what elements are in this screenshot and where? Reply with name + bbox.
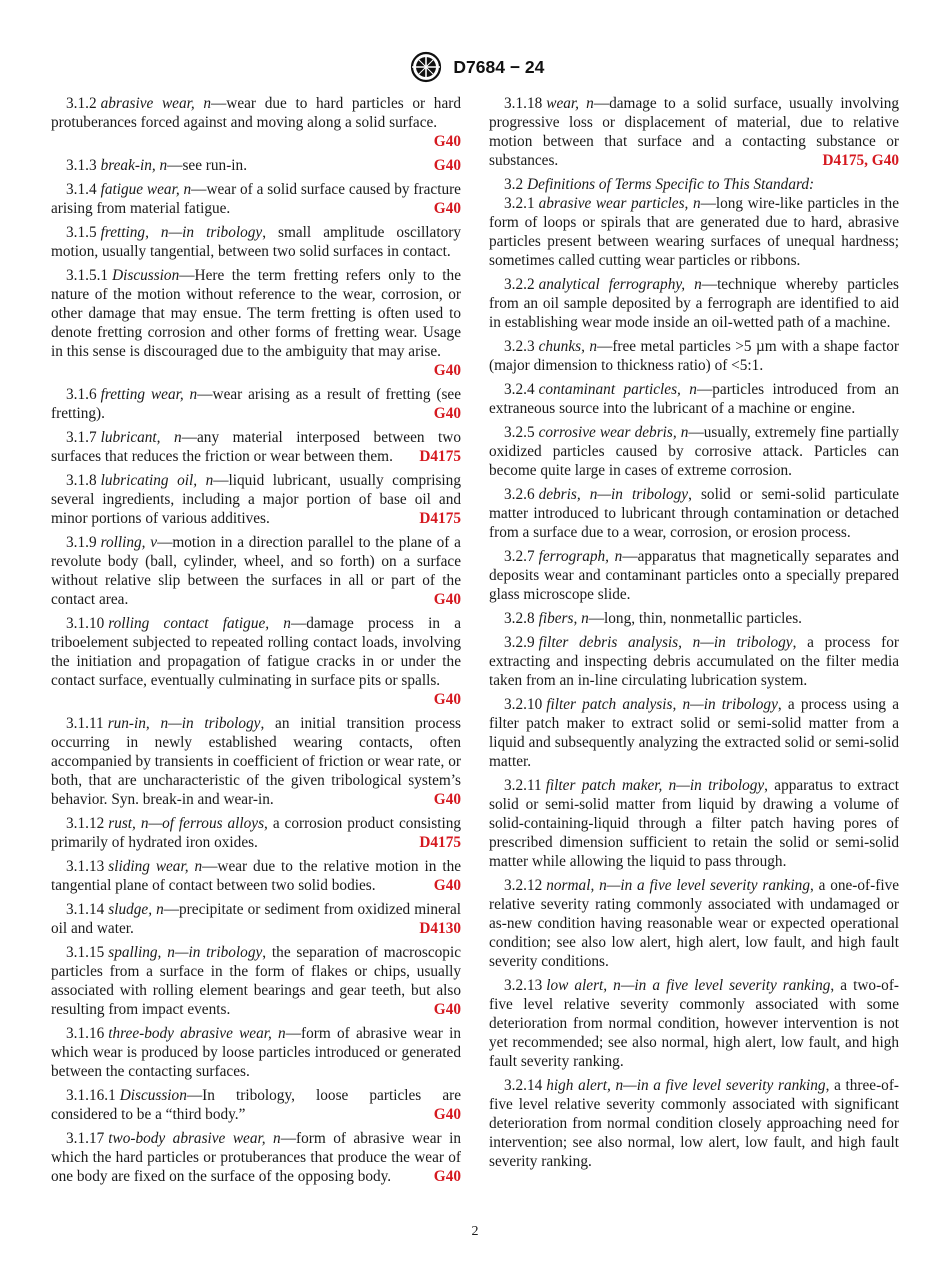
reference-link[interactable]: G40 [433,591,461,608]
definition-term: contaminant particles, n [538,381,697,398]
definition-term: run-in, n—in tribology [107,715,261,732]
definition-term: three-body abrasive wear, n [108,1025,286,1042]
definition-term: sludge, n [108,901,164,918]
definition-entry [51,714,461,809]
definition-number: 3.2.3 [504,338,535,355]
definition-number: 3.1.2 [66,95,97,112]
definition-text: —wear due to hard particles or hard protuberances forced against and moving along a solid surface. [51,95,461,131]
reference-wrap [434,690,461,709]
right-column [489,94,899,1176]
definition-text: —technique whereby particles from an oil sample deposited by a ferrograph are identified to aid in establishing wear mode inside an oil-wetted path of a machine. [489,276,900,331]
definition-term: sliding wear, n [108,858,203,875]
definition-term: filter patch maker, n—in tribology [545,777,765,794]
definition-term: fatigue wear, n [100,181,192,198]
definition-term: debris, n—in tribology [538,486,689,503]
definition-text: —wear of a solid surface caused by fracture arising from material fatigue. [51,181,461,217]
definition-entry [489,94,899,170]
definition-term: rust, n—of ferrous alloys [108,815,265,832]
definition-text: —form of abrasive wear in which wear is produced by loose particles introduced or generated between the contacting surfaces. [51,1025,461,1080]
definition-number: 3.2.6 [504,486,535,503]
definition-text: —motion in a direction parallel to the plane of a revolute body (ball, cylinder, wheel, and so forth) on a surface without relative slip between the surfaces in all or part of the contact area. [51,534,461,608]
definition-entry [51,471,461,528]
definition-number: 3.2.1 [504,195,535,212]
definition-text: —particles introduced from an extraneous source into the lubricant of a machine or engine. [489,381,899,417]
definition-number: 3.1.3 [66,157,97,174]
definition-entry [489,1076,899,1171]
reference-link[interactable]: G40 [433,1001,461,1018]
definition-entry [51,223,461,261]
reference-link[interactable]: G40 [433,133,461,150]
definition-number: 3.1.14 [66,901,105,918]
definition-text: , a three-of-five level relative severity commonly associated with significant deterioration from normal condition closely approaching need for intervention; see also normal, low alert, low fault, and high fault severity ranking. [489,1077,900,1170]
definition-text: , solid or semi-solid particulate matter introduced to lubricant through contamination or detached from a surface due to a wear, corrosion, or erosion process. [489,486,899,541]
definition-entry [51,1024,461,1081]
definition-entry [489,275,899,332]
reference-wrap [434,590,461,609]
definition-number: 3.2.13 [504,977,543,994]
definition-text: —form of abrasive wear in which the hard particles or protuberances that produce the wear of one body are fixed on the surface of the opposing body. [51,1130,461,1185]
definition-number: 3.1.4 [66,181,97,198]
definition-number: 3.1.16 [66,1025,105,1042]
definition-term: fibers, n [538,610,589,627]
definition-number: 3.1.16.1 [66,1087,116,1104]
definition-entry [51,614,461,709]
reference-wrap [434,876,461,895]
left-column [51,94,461,1191]
reference-wrap [434,1000,461,1019]
definition-entry [489,547,899,604]
definition-term: corrosive wear debris, n [538,424,689,441]
definition-entry [51,533,461,609]
document-designation: D7684 − 24 [453,56,545,77]
definition-number: 3.2.5 [504,424,535,441]
definition-term: spalling, n—in tribology [108,944,263,961]
definition-text: , a two-of-five level relative severity commonly associated with some deterioration from normal condition, however intervention is not yet recommended; see also normal, high alert, low fault, and high fault severity ranking. [489,977,900,1070]
definition-text: —any material interposed between two surfaces that reduces the friction or wear between them. [51,429,461,465]
definition-entry [51,156,461,175]
definition-term: break-in, n [100,157,168,174]
reference-link[interactable]: G40 [433,362,461,379]
definition-number: 3.1.7 [66,429,97,446]
definition-entry [489,695,899,771]
definition-entry [489,194,899,270]
reference-wrap [434,132,461,151]
definition-text: —Here the term fretting refers only to the nature of the motion without reference to the wear, corrosion, or other damage that may ensue. The term fretting is often used to denote fretting corrosion and other forms of fretting wear. Usage in this sense is discouraged due to the ambiguity that may arise. [51,267,461,360]
definition-term: lubricant, n [100,429,182,446]
reference-wrap [434,199,461,218]
definition-entry [51,814,461,852]
definition-text: —see run-in. [167,157,248,174]
reference-wrap [434,790,461,809]
reference-link[interactable]: G40 [433,200,461,217]
definition-text: —free metal particles >5 µm with a shape factor (major dimension to thickness ratio) of <5:1. [489,338,899,374]
definition-term: chunks, n [538,338,598,355]
reference-link[interactable]: D4175 [419,510,461,527]
definition-term: abrasive wear particles, n [538,195,701,212]
definition-number: 3.2.2 [504,276,535,293]
definition-number: 3.1.5 [66,224,97,241]
reference-wrap [434,156,461,175]
definition-term: wear, n [546,95,594,112]
definition-number: 3.1.6 [66,386,97,403]
definition-text: , an initial transition process occurring in newly established wearing contacts, often accompanied by transients in coefficient of friction or wear rate, or both, that are uncharacteristic of the given tribological system’s behavior. Syn. break-in and wear-in. [51,715,461,808]
astm-logo-icon [406,50,446,84]
definition-term: filter debris analysis, n—in tribology [538,634,793,651]
definition-entry [51,900,461,938]
page-number: 2 [471,1224,479,1239]
definition-text: —long wire-like particles in the form of loops or spirals that are generated due to hard, abrasive particles present between wearing surfaces of unequal hardness; sometimes called cutting wear particles or ribbons. [489,195,899,269]
reference-link[interactable]: G40 [433,1106,461,1123]
definition-entry [51,1129,461,1186]
definition-text: —damage process in a triboelement subjected to repeated rolling contact loads, involving the initiation and propagation of fatigue cracks in or under the contact surface, eventually culminating in surface pits or spalls. [51,615,461,689]
definition-entry [489,380,899,418]
definition-entry [51,943,461,1019]
reference-wrap [434,1167,461,1186]
definition-text: , the separation of macroscopic particles from a surface in the form of flakes or chips, usually associated with rolling element bearings and gear teeth, but also resulting from impact events. [51,944,461,1018]
reference-wrap [434,404,461,423]
section-number: 3.2 [504,176,524,193]
definition-entry [51,94,461,151]
reference-wrap [434,361,461,380]
definition-text: —precipitate or sediment from oxidized mineral oil and water. [51,901,461,937]
reference-wrap [434,1105,461,1124]
definition-number: 3.1.13 [66,858,105,875]
definition-text: , a process for extracting and inspecting debris accumulated on the filter media taken from an in-line circulating lubrication system. [489,634,899,689]
definition-number: 3.1.8 [66,472,97,489]
section-title: Definitions of Terms Specific to This Standard: [527,176,815,193]
definition-term: rolling contact fatigue, n [108,615,291,632]
reference-wrap [419,919,461,938]
definition-text: —wear arising as a result of fretting (see fretting). [51,386,461,422]
definition-number: 3.2.8 [504,610,535,627]
reference-wrap [419,509,461,528]
reference-link[interactable]: G40 [433,691,461,708]
definition-text: , small amplitude oscillatory motion, usually tangential, between two solid surfaces in contact. [51,224,461,260]
definition-number: 3.1.10 [66,615,105,632]
definition-term: rolling, v [100,534,158,551]
definition-text: —long, thin, nonmetallic particles. [588,610,802,627]
definition-entry [51,180,461,218]
definition-term: Discussion [112,267,180,284]
definition-text: , a process using a filter patch maker to extract solid or semi-solid matter from a liquid and subsequently analyzing the extracted solid or semi-solid matter. [489,696,899,770]
definition-number: 3.1.12 [66,815,105,832]
definition-number: 3.1.15 [66,944,105,961]
definition-entry [489,485,899,542]
definition-term: filter patch analysis, n—in tribology [546,696,778,713]
reference-wrap [823,151,900,170]
definition-entry [51,428,461,466]
definition-number: 3.1.18 [504,95,543,112]
definition-text: , apparatus to extract solid or semi-solid matter from liquid by drawing a volume of solid-containing-liquid through a filter patch having pores of prescribed dimension sufficient to retain the solid or semi-solid matter while allowing the liquid to pass through. [489,777,899,870]
definition-number: 3.2.11 [504,777,542,794]
reference-link[interactable]: G40 [433,1168,461,1185]
definition-text: —damage to a solid surface, usually involving progressive loss or displacement of material, due to relative motion between that surface and a contacting substance or substances. [489,95,899,169]
reference-link[interactable]: G40 [433,791,461,808]
definition-number: 3.2.4 [504,381,535,398]
definition-number: 3.1.11 [66,715,104,732]
definition-entry [489,633,899,690]
reference-link[interactable]: G40 [433,405,461,422]
definition-number: 3.2.12 [504,877,543,894]
definition-number: 3.2.9 [504,634,535,651]
definition-term: normal, n—in a five level severity ranking [546,877,810,894]
reference-wrap [419,833,461,852]
definition-number: 3.1.17 [66,1130,105,1147]
definition-text: —apparatus that magnetically separates and deposits wear and contaminant particles onto a specially prepared glass microscope slide. [489,548,899,603]
definition-number: 3.2.14 [504,1077,543,1094]
definition-entry [51,266,461,380]
definition-term: ferrograph, n [538,548,623,565]
definition-term: analytical ferrography, n [538,276,702,293]
definition-text: —wear due to the relative motion in the tangential plane of contact between two solid bodies. [51,858,461,894]
definition-entry [489,976,899,1071]
section-heading [489,175,899,194]
definition-term: low alert, n—in a five level severity ranking [546,977,831,994]
definition-text: , a one-of-five relative severity rating commonly associated with undamaged or as-new condition having reasonable wear or expected operational condition; see also low alert, high alert, low fault, and high fault severity conditions. [489,877,900,970]
definition-entry [489,876,899,971]
definition-text: —liquid lubricant, usually comprising several ingredients, including a major portion of base oil and minor portions of various additives. [51,472,461,527]
reference-link[interactable]: G40 [433,157,461,174]
definition-text: —usually, extremely fine partially oxidized particles caused by corrosive attack. Particles can become quite large in cases of extreme corrosion. [489,424,899,479]
definition-entry [51,385,461,423]
definition-entry [51,1086,461,1124]
page-header [0,50,950,84]
reference-link[interactable]: D4175, G40 [822,152,899,169]
definition-term: fretting, n—in tribology [100,224,263,241]
definition-term: Discussion [119,1087,187,1104]
definition-term: high alert, n—in a five level severity ranking [546,1077,826,1094]
definition-term: two-body abrasive wear, n [108,1130,281,1147]
definition-term: lubricating oil, n [100,472,214,489]
definition-entry [489,609,899,628]
reference-link[interactable]: D4175 [419,448,461,465]
definition-number: 3.1.5.1 [66,267,109,284]
definition-text: —In tribology, loose particles are considered to be a “third body.” [51,1087,461,1123]
definition-entry [489,776,899,871]
reference-wrap [419,447,461,466]
definition-number: 3.1.9 [66,534,97,551]
definition-number: 3.2.7 [504,548,535,565]
definition-term: fretting wear, n [100,386,198,403]
definition-term: abrasive wear, n [100,95,211,112]
reference-link[interactable]: D4175 [419,834,461,851]
definition-entry [51,857,461,895]
definition-entry [489,337,899,375]
reference-link[interactable]: G40 [433,877,461,894]
reference-link[interactable]: D4130 [419,920,461,937]
definition-text: , a corrosion product consisting primarily of hydrated iron oxides. [51,815,461,851]
definition-number: 3.2.10 [504,696,543,713]
definition-entry [489,423,899,480]
